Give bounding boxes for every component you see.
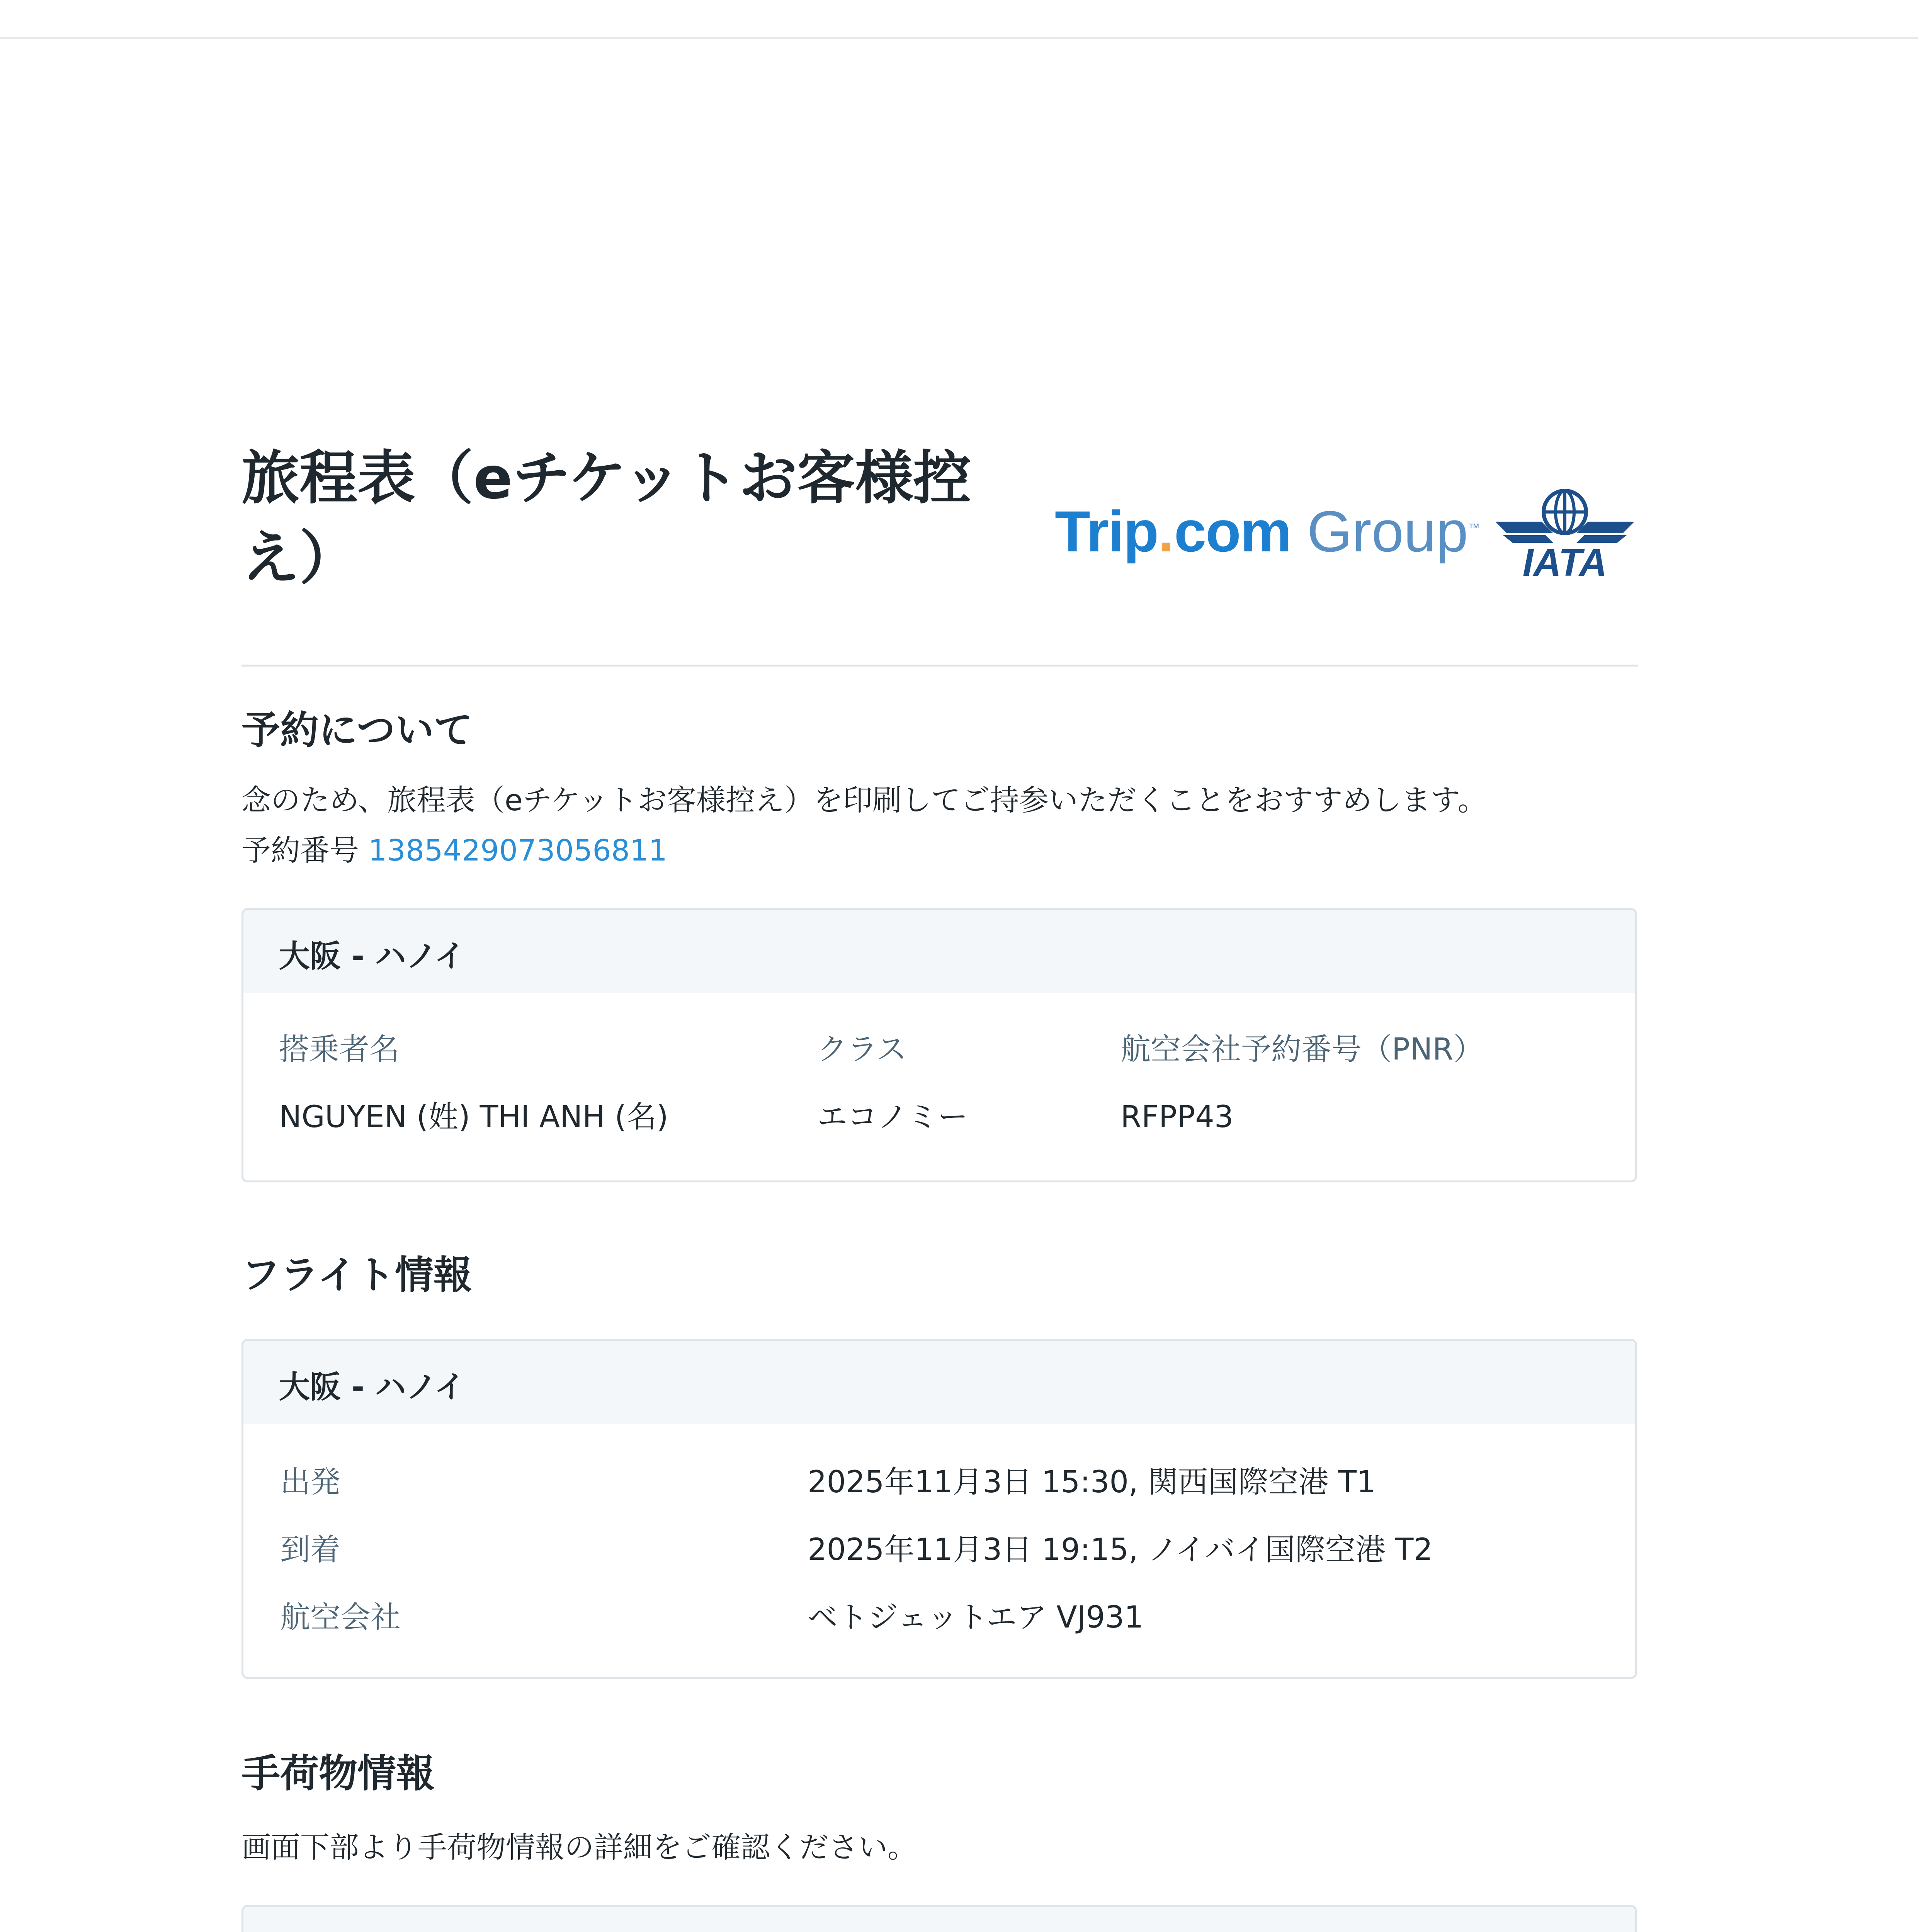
- passenger-value: NGUYEN (姓) THI ANH (名): [279, 1100, 668, 1134]
- iata-logo: [1495, 485, 1634, 582]
- baggage-card: [241, 1905, 1637, 1932]
- departure-label: 出発: [280, 1465, 341, 1500]
- route-title: 大阪 - ハノイ: [279, 938, 465, 974]
- class-label: クラス: [817, 1032, 907, 1067]
- arrival-value: 2025年11月3日 19:15, ノイバイ国際空港 T2: [808, 1532, 1433, 1567]
- card-header: [243, 1907, 1635, 1932]
- arrival-label: 到着: [280, 1532, 341, 1567]
- print-recommendation: 念のため、旅程表（eチケットお客様控え）を印刷してご持参いただくことをおすすめします。: [241, 783, 1487, 817]
- airline-label: 航空会社: [280, 1600, 401, 1635]
- pnr-label: 航空会社予約番号（PNR）: [1121, 1032, 1484, 1067]
- iata-logo-text: IATA: [1522, 541, 1607, 582]
- pnr-value: RFPP43: [1121, 1100, 1234, 1134]
- reservation-card: [241, 908, 1637, 1182]
- departure-value: 2025年11月3日 15:30, 関西国際空港 T1: [808, 1465, 1376, 1500]
- passenger-label: 搭乗者名: [279, 1032, 400, 1067]
- flight-card: [241, 1339, 1637, 1679]
- header-divider: [241, 665, 1638, 667]
- card-header: [243, 1341, 1635, 1424]
- route-title: 大阪 - ハノイ: [279, 1369, 465, 1405]
- card-header: [243, 910, 1635, 993]
- reservation-number-label: 予約番号: [241, 833, 359, 867]
- airline-value: ベトジェットエア VJ931: [808, 1600, 1144, 1635]
- page-title: 旅程表（eチケットお客様控え）: [241, 445, 971, 592]
- baggage-heading: 手荷物情報: [241, 1751, 435, 1796]
- reservation-heading: 予約について: [241, 707, 473, 753]
- trip-com-group-logo: Trip.com Group™: [1055, 499, 1480, 564]
- reservation-number-line: [241, 833, 667, 868]
- flight-heading: フライト情報: [241, 1252, 472, 1298]
- baggage-note: 画面下部より手荷物情報の詳細をご確認ください。: [241, 1830, 917, 1864]
- route-title: [279, 1928, 465, 1932]
- reservation-number-link[interactable]: 1385429073056811: [368, 833, 667, 867]
- class-value: エコノミー: [817, 1100, 968, 1134]
